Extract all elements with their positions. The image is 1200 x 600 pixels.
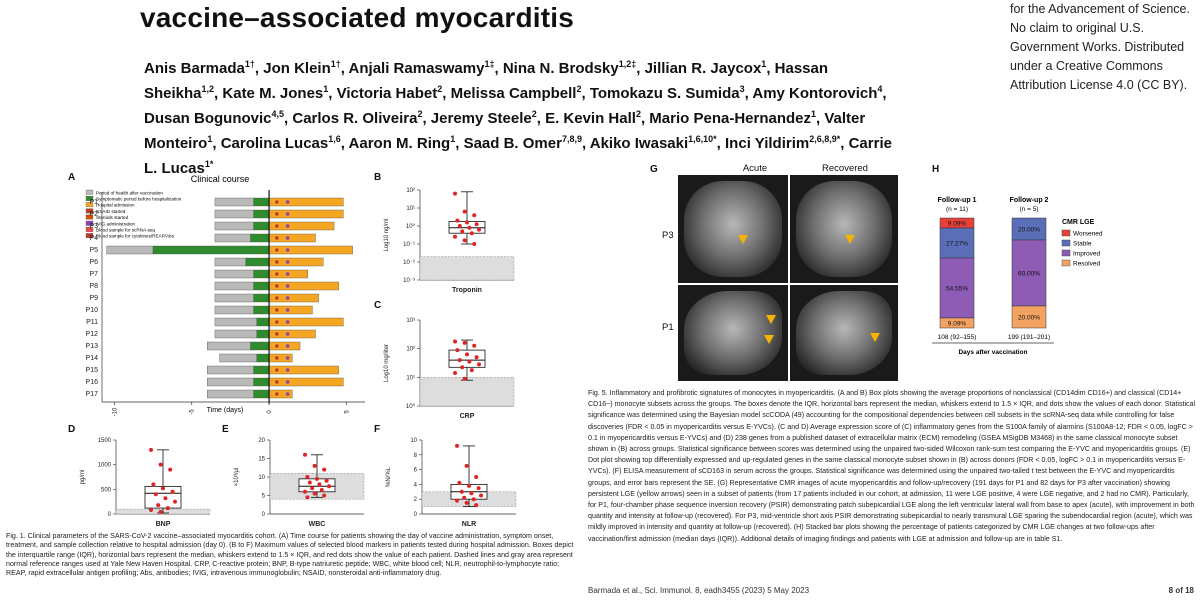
course-bar (215, 294, 254, 302)
course-bar (254, 198, 269, 206)
patient-point (453, 192, 457, 196)
patient-label: P5 (89, 247, 98, 254)
legend-label: Symptomatic period before hospitalization (96, 196, 182, 202)
citation-footer: Barmada et al., Sci. Immunol. 8, eadh3455 (2023) 5 May 2023 (588, 586, 810, 595)
patient-point (322, 494, 326, 498)
y-tick-label: 10 (258, 475, 265, 481)
patient-point (305, 495, 309, 499)
y-axis-label: %N/%L (386, 466, 392, 488)
course-bar (269, 378, 343, 386)
author: Nina N. Brodsky$^{1,2\ddagger}$ (502, 59, 637, 77)
course-bar (269, 246, 353, 254)
patient-label: P9 (89, 295, 98, 302)
segment-label: 60.00% (1017, 270, 1041, 278)
patient-point (460, 229, 464, 233)
course-bar (153, 246, 269, 254)
ivig-marker (286, 332, 290, 336)
marker-name: NLR (461, 521, 477, 528)
y-tick-label: 10³ (406, 318, 415, 324)
patient-point (313, 464, 317, 468)
y-tick-label: 10² (406, 188, 415, 194)
y-tick-label: 10⁻³ (403, 278, 415, 284)
patient-point (472, 497, 476, 501)
patient-point (163, 496, 167, 500)
course-bar (107, 246, 153, 254)
panel-b-letter: B (374, 172, 382, 183)
legend-label: Resolved (1073, 260, 1101, 268)
legend-swatch (1062, 230, 1070, 236)
legend-label: NSAID started (96, 208, 126, 214)
patient-point (474, 503, 478, 507)
nsaid-marker (275, 344, 279, 348)
legend-swatch (1062, 250, 1070, 256)
patient-point (475, 222, 479, 226)
figure-5-caption: Fig. 5. Inflammatory and profibrotic signatures of monocytes in myopericarditis. (A and B) Box plots showing the average proportions of nonclassical (CD14dim CD16+) and classical (CD14+ CD16−) monocyte subsets across the groups. The boxes denote the IQR, horizontal bars represent the median, whiskers extend to 1.5 × IQR, and dots show the values of each donor. Statistical significance was determined using the Bayesian model scCODA (49) accounting for the compositional dependencies between cell subsets in the scRNA-seq data while controlling for false discoveries (FDR < 0.05 in myopericarditis versus E-YVCs). (C and D) Average expression score of (C) inflammatory genes from the S100A family of alarmins (S100A8-12; FDR < 0.05, logFC > 0.1 in myopericarditis versus E-YVCs) and (D) 238 genes from a published dataset of extracellular matrix (ECM) remodeling (GSEA MSigDB M3468) in the same classical monocyte subset shown in (B) across groups. Statistical significance between scores was determined using the unpaired two-sided Wilcoxon rank-sum test comparing the E-YVC and myopericarditis groups. (E) Dot plot showing top differentially expressed and up-regulated genes in the same classical monocyte subset shown in (B) across donors (FDR < 0.05, logFC > 0.1 in myopericarditis versus E-YVCs). (F) ELISA measurement of sCD163 in serum across the groups. Statistical significance was determined using the unpaired two-tailed t test between the E-YVC and myopericarditis groups, and error bars represent the SE. (G) Representative CMR images of acute myopericarditis and follow-up/recovery (191 days for P1 and 82 days for P3 after vaccination) showing persistent LGE (yellow arrows) seen in a subset of patients (from 17 patients included in our cohort, at admission, 11 were LGE positive, 4 were LGE negative, and 2 had no CMR). Particularly, for P1, four-chamber phase sequence inversion recovery (PSIR) demonstrating patch subepicardial LGE along the left ventricular lateral wall from base to apex (acute), with improvement in both quantity and intensity at follow-up (recovered). For P3, mid-ventricle short axis PSIR demonstrating subepicardial to nearly transmural LGE sparing the subendocardial region (acute), which was mildly improved in intensity and quantity at follow-up (recovered). (H) Stacked bar plots showing the percentage of patients categorized by CMR LGE changes at two follow-ups after vaccination/first admission (median days (IQR)). Additional details of imaging findings and patients with LGE at admission and follow-up are in table S1. (588, 389, 1196, 543)
course-bar (254, 378, 269, 386)
ivig-marker (286, 392, 290, 396)
course-bar (257, 354, 269, 362)
patient-label: P16 (85, 379, 98, 386)
panel-a-letter: A (68, 172, 76, 183)
legend-label: Hospital admission (96, 202, 135, 208)
column-recovered-label: Recovered (822, 163, 868, 174)
ivig-marker (286, 200, 290, 204)
patient-point (305, 475, 309, 479)
patient-point (308, 481, 312, 485)
segment-label: 9.09% (947, 320, 967, 328)
y-tick-label: 8 (413, 452, 417, 459)
course-bar (269, 366, 339, 374)
author: Akiko Iwasaki$^{1,6,10*}$ (589, 134, 717, 152)
page-number: 8 of 18 (1168, 586, 1194, 595)
y-tick-label: 5 (261, 493, 265, 500)
lge-arrow-icon (845, 235, 855, 244)
nsaid-marker (275, 248, 279, 252)
course-bar (254, 222, 269, 230)
cmr-image-p1-acute (678, 285, 788, 381)
patient-point (469, 491, 473, 495)
author: Anis Barmada$^{1\dagger}$ (144, 59, 255, 77)
cmr-image-p3-acute (678, 175, 788, 283)
panel-d-letter: D (68, 424, 76, 435)
patient-point (477, 228, 481, 232)
nsaid-marker (275, 272, 279, 276)
patient-point (472, 213, 476, 217)
course-bar (254, 282, 269, 290)
author: Valter Monteiro$^1$ (144, 110, 866, 152)
author: Jillian R. Jaycox$^1$ (644, 59, 767, 77)
patient-label: P4 (89, 235, 98, 242)
chart-title: Clinical course (190, 174, 250, 184)
y-tick-label: 10² (406, 346, 415, 353)
y-tick-label: 10⁻¹ (403, 242, 415, 248)
patient-point (325, 479, 329, 483)
nsaid-marker (275, 224, 279, 228)
patient-point (453, 340, 457, 344)
nsaid-marker (275, 356, 279, 360)
course-bar (207, 390, 253, 398)
days-label: 199 (191–201) (1007, 334, 1051, 341)
author: Carlos R. Oliveira$^2$ (292, 109, 423, 127)
author: Tomokazu S. Sumida$^3$ (589, 84, 745, 102)
patient-point (159, 510, 163, 514)
x-axis-label: Time (days) (206, 407, 244, 414)
patient-point (465, 352, 469, 356)
nsaid-marker (275, 332, 279, 336)
row-p3-label: P3 (662, 230, 674, 241)
patient-label: P15 (85, 367, 98, 374)
y-tick-label: 10¹ (406, 206, 415, 212)
patient-point (168, 468, 172, 472)
course-bar (269, 318, 343, 326)
segment-label: 20.00% (1017, 226, 1041, 234)
patient-point (303, 490, 307, 494)
patient-point (173, 500, 177, 504)
y-tick-label: 10 (410, 438, 417, 444)
ivig-marker (286, 260, 290, 264)
patient-label: P2 (89, 211, 98, 218)
patient-point (322, 468, 326, 472)
ivig-marker (286, 296, 290, 300)
patient-point (313, 492, 317, 496)
segment-label: 27.27% (945, 240, 969, 248)
patient-point (460, 365, 464, 369)
legend-label: IVIG administration (96, 221, 136, 227)
nlr-boxplot (378, 434, 528, 530)
course-bar (251, 342, 270, 350)
bnp-boxplot (72, 434, 222, 530)
group-n: (n = 11) (945, 206, 969, 213)
course-bar (246, 258, 269, 266)
patient-point (171, 490, 175, 494)
author: Melissa Campbell$^2$ (450, 84, 582, 102)
course-bar (254, 294, 269, 302)
legend-label: Steroids started (96, 215, 129, 221)
author: Anjali Ramaswamy$^{1\ddagger}$ (348, 59, 495, 77)
panel-c-letter: C (374, 300, 382, 311)
clinical-course-chart (60, 170, 370, 420)
ivig-marker (286, 380, 290, 384)
patient-point (467, 226, 471, 230)
cmr-lge-stacked-bars (930, 190, 1130, 370)
ivig-marker (286, 224, 290, 228)
row-p1-label: P1 (662, 322, 674, 333)
patient-label: P11 (86, 319, 98, 326)
panel-e-letter: E (222, 424, 229, 435)
course-bar (269, 222, 334, 230)
nsaid-marker (275, 308, 279, 312)
author: Kate M. Jones$^1$ (222, 84, 329, 102)
y-axis-label: Log10 mg/liter (384, 343, 390, 383)
patient-point (460, 490, 464, 494)
patient-label: P12 (85, 331, 98, 338)
legend-label: Improved (1073, 250, 1101, 258)
patient-point (458, 358, 462, 362)
patient-point (463, 341, 467, 345)
patient-point (477, 362, 481, 366)
course-bar (220, 354, 257, 362)
y-tick-label: 10⁰ (405, 224, 415, 230)
patient-point (458, 224, 462, 228)
patient-label: P13 (85, 343, 98, 350)
author: Hassan Sheikha$^{1,2}$ (144, 60, 829, 102)
course-bar (269, 198, 343, 206)
crp-boxplot (376, 314, 526, 422)
ivig-marker (286, 272, 290, 276)
y-tick-label: 0 (413, 512, 417, 518)
author: Carrie L. Lucas$^{1*}$ (144, 135, 892, 177)
cmr-image-p1-recovered (790, 285, 898, 381)
y-tick-label: 20 (258, 438, 265, 444)
patient-label: P7 (89, 271, 98, 278)
patient-point (315, 477, 319, 481)
course-bar (215, 258, 246, 266)
legend-swatch (1062, 240, 1070, 246)
patient-point (149, 508, 153, 512)
course-bar (215, 318, 257, 326)
author: Saad B. Omer$^{7,8,9}$ (463, 134, 582, 152)
troponin-boxplot (376, 184, 526, 296)
author: E. Kevin Hall$^2$ (545, 109, 641, 127)
x-tick-label: -10 (112, 407, 119, 417)
y-tick-label: 1000 (97, 462, 111, 469)
patient-point (465, 464, 469, 468)
patient-point (455, 348, 459, 352)
patient-label: P8 (89, 283, 98, 290)
patient-point (453, 235, 457, 239)
segment-label: 54.55% (945, 285, 969, 293)
patient-label: P10 (85, 307, 98, 314)
patient-point (455, 499, 459, 503)
patient-point (310, 486, 314, 490)
segment-label: 9.09% (947, 220, 967, 228)
article-title: vaccine–associated myocarditis (140, 2, 575, 33)
patient-point (154, 492, 158, 496)
patient-point (465, 220, 469, 224)
y-tick-label: 2 (413, 497, 417, 504)
lge-arrow-icon (870, 333, 880, 342)
patient-point (149, 448, 153, 452)
ivig-marker (286, 320, 290, 324)
patient-point (470, 231, 474, 235)
patient-point (465, 501, 469, 505)
y-tick-label: 0 (107, 512, 111, 518)
author: Aaron M. Ring$^1$ (348, 134, 456, 152)
nsaid-marker (275, 260, 279, 264)
author: Jon Klein$^{1\dagger}$ (263, 59, 341, 77)
y-tick-label: 10⁰ (405, 404, 415, 410)
course-bar (207, 366, 253, 374)
course-bar (269, 210, 343, 218)
course-bar (215, 282, 254, 290)
course-bar (269, 342, 300, 350)
y-axis-label: ×10³/µl (234, 467, 240, 487)
patient-point (467, 360, 471, 364)
lge-arrow-icon (764, 335, 774, 344)
patient-point (472, 242, 476, 246)
patient-label: P14 (85, 355, 98, 362)
patient-point (455, 444, 459, 448)
y-tick-label: 6 (413, 467, 417, 474)
legend-label: Period of health after vaccination (96, 190, 163, 196)
legend-label: Worsened (1073, 230, 1103, 238)
legend-title: CMR LGE (1062, 219, 1095, 226)
course-bar (215, 330, 257, 338)
patient-point (166, 506, 170, 510)
nsaid-marker (275, 392, 279, 396)
author: Amy Kontorovich$^4$ (752, 84, 883, 102)
y-tick-label: 15 (258, 456, 265, 463)
author: Dusan Bogunovic$^{4,5}$ (144, 109, 285, 127)
x-tick-label: 0 (267, 410, 274, 414)
nsaid-marker (275, 320, 279, 324)
ivig-marker (286, 248, 290, 252)
days-label: 108 (92–155) (937, 334, 977, 341)
patient-point (327, 484, 331, 488)
ivig-marker (286, 212, 290, 216)
patient-point (453, 371, 457, 375)
group-title: Follow-up 2 (1009, 197, 1049, 204)
patient-label: P1 (89, 199, 98, 206)
course-bar (254, 210, 269, 218)
lge-arrow-icon (766, 315, 776, 324)
patient-point (475, 355, 479, 359)
patient-point (470, 368, 474, 372)
course-bar (215, 270, 254, 278)
ivig-marker (286, 284, 290, 288)
x-tick-label: 5 (344, 410, 351, 414)
group-n: (n = 5) (1019, 206, 1039, 213)
x-tick-label: -5 (189, 409, 196, 415)
legend-label: Stable (1073, 240, 1092, 248)
y-tick-label: 0 (261, 512, 265, 518)
course-bar (207, 378, 253, 386)
marker-name: Troponin (452, 287, 482, 294)
nsaid-marker (275, 296, 279, 300)
ivig-marker (286, 344, 290, 348)
patient-point (151, 482, 155, 486)
patient-label: P17 (85, 391, 98, 398)
patient-point (463, 238, 467, 242)
patient-point (303, 453, 307, 457)
y-tick-label: 10¹ (406, 375, 415, 382)
course-bar (215, 306, 254, 314)
patient-point (463, 377, 467, 381)
y-axis-label: pg/ml (80, 469, 86, 485)
y-tick-label: 10⁻² (403, 260, 415, 266)
cmr-image-p3-recovered (790, 175, 898, 283)
course-bar (257, 330, 269, 338)
patient-label: P3 (89, 223, 98, 230)
course-bar (207, 342, 250, 350)
patient-point (159, 463, 163, 467)
marker-name: WBC (308, 521, 326, 528)
course-bar (254, 270, 269, 278)
course-bar (257, 318, 269, 326)
legend-swatch (86, 190, 93, 195)
marker-name: CRP (459, 413, 475, 420)
author: Jeremy Steele$^2$ (430, 109, 537, 127)
patient-point (474, 475, 478, 479)
y-tick-label: 4 (413, 482, 417, 489)
nsaid-marker (275, 284, 279, 288)
nsaid-marker (275, 368, 279, 372)
author: Victoria Habet$^2$ (336, 84, 443, 102)
ivig-marker (286, 236, 290, 240)
author: Inci Yildirim$^{2,6,8,9*}$ (725, 134, 841, 152)
course-bar (215, 234, 251, 242)
patient-label: P6 (89, 259, 98, 266)
segment-label: 20.00% (1017, 314, 1041, 322)
column-acute-label: Acute (742, 163, 768, 174)
patient-point (457, 481, 461, 485)
nsaid-marker (275, 200, 279, 204)
patient-point (462, 496, 466, 500)
patient-point (479, 494, 483, 498)
panel-h-letter: H (932, 164, 940, 175)
patient-point (156, 503, 160, 507)
normal-range (420, 257, 514, 280)
y-axis-label: Log10 ng/ml (384, 218, 390, 252)
course-bar (254, 366, 269, 374)
course-bar (251, 234, 270, 242)
y-tick-label: 1500 (97, 438, 111, 444)
patient-point (455, 219, 459, 223)
author: Carolina Lucas$^{1,6}$ (220, 134, 341, 152)
patient-point (467, 484, 471, 488)
y-tick-label: 500 (100, 487, 111, 494)
course-bar (215, 210, 254, 218)
patient-point (477, 486, 481, 490)
ivig-marker (286, 308, 290, 312)
course-bar (269, 282, 339, 290)
x-axis-label: Days after vaccination (958, 349, 1028, 356)
patient-point (472, 344, 476, 348)
patient-point (320, 488, 324, 492)
legend-swatch (1062, 260, 1070, 266)
ivig-marker (286, 356, 290, 360)
panel-f-letter: F (374, 424, 381, 435)
author-list: Anis Barmada$^{1\dagger}$, Jon Klein$^{1\dagger}$, Anjali Ramaswamy$^{1\ddagger}$, Nina N. Brodsky$^{1,2\ddagger}$, Jillian R. Jaycox$^1$, Hassan Sheikha$^{1,2}$, Kate M. Jones$^1$, Victoria Habet$^2$, Melissa Campbell$^2$, Tomokazu S. Sumida$^3$, Amy Kontorovich$^4$, Dusan Bogunovic$^{4,5}$, Carlos R. Oliveira$^2$, Jeremy Steele$^2$, E. Kevin Hall$^2$, Mario Pena-Hernandez$^1$, Valter Monteiro$^1$, Carolina Lucas$^{1,6}$, Aaron M. Ring$^1$, Saad B. Omer$^{7,8,9}$, Akiko Iwasaki$^{1,6,10*}$, Inci Yildirim$^{2,6,8,9*}$, Carrie L. Lucas$^{1*}$ (144, 59, 892, 177)
nsaid-marker (275, 212, 279, 216)
nsaid-marker (275, 236, 279, 240)
marker-name: BNP (155, 521, 171, 528)
patient-point (161, 486, 165, 490)
legend-label: Blood sample for scRNA-seq (96, 227, 155, 233)
ivig-marker (286, 368, 290, 372)
course-bar (215, 198, 254, 206)
course-bar (254, 390, 269, 398)
license-text: for the Advancement of Science. No claim to original U.S. Government Works. Distributed under a Creative Commons Attribution License 4.0 (CC BY). (1010, 2, 1190, 92)
patient-point (317, 482, 321, 486)
course-bar (215, 222, 254, 230)
panel-g-letter: G (650, 164, 658, 175)
nsaid-marker (275, 380, 279, 384)
patient-point (463, 210, 467, 214)
group-title: Follow-up 1 (937, 197, 977, 204)
normal-range (420, 377, 514, 406)
legend-label: Blood sample for cytokines/REAP/Abs (96, 233, 174, 239)
lge-arrow-icon (738, 235, 748, 244)
wbc-boxplot (226, 434, 376, 530)
course-bar (254, 306, 269, 314)
figure-1-caption: Fig. 1. Clinical parameters of the SARS-CoV-2 vaccine–associated myocarditis cohort. (A) Time course for patients showing the day of vaccine administration, symptom onset, treatment, and sample collection relative to hospital admission (day 0). (B to F) Maximum values of selected blood markers in patients tested during hospital admission. Boxes depict the interquartile range (IQR), horizontal bars represent the median, whiskers extend to 1.5 × IQR, and red dots show the value of each patient. Dashed lines and gray area represent normal reference ranges used at Yale New Haven Hospital. CRP, C-reactive protein; BNP, B-type natriuretic peptide; WBC, white blood cell; NLR, neutrophil-to-lymphocyte ratio; REAP, rapid extracellular antigen profiling; Abs, antibodies; IVIG, intravenous immunoglobulin; NSAID, nonsteroidal anti-inflammatory drug. (6, 532, 574, 578)
author: Mario Pena-Hernandez$^1$ (649, 109, 817, 127)
